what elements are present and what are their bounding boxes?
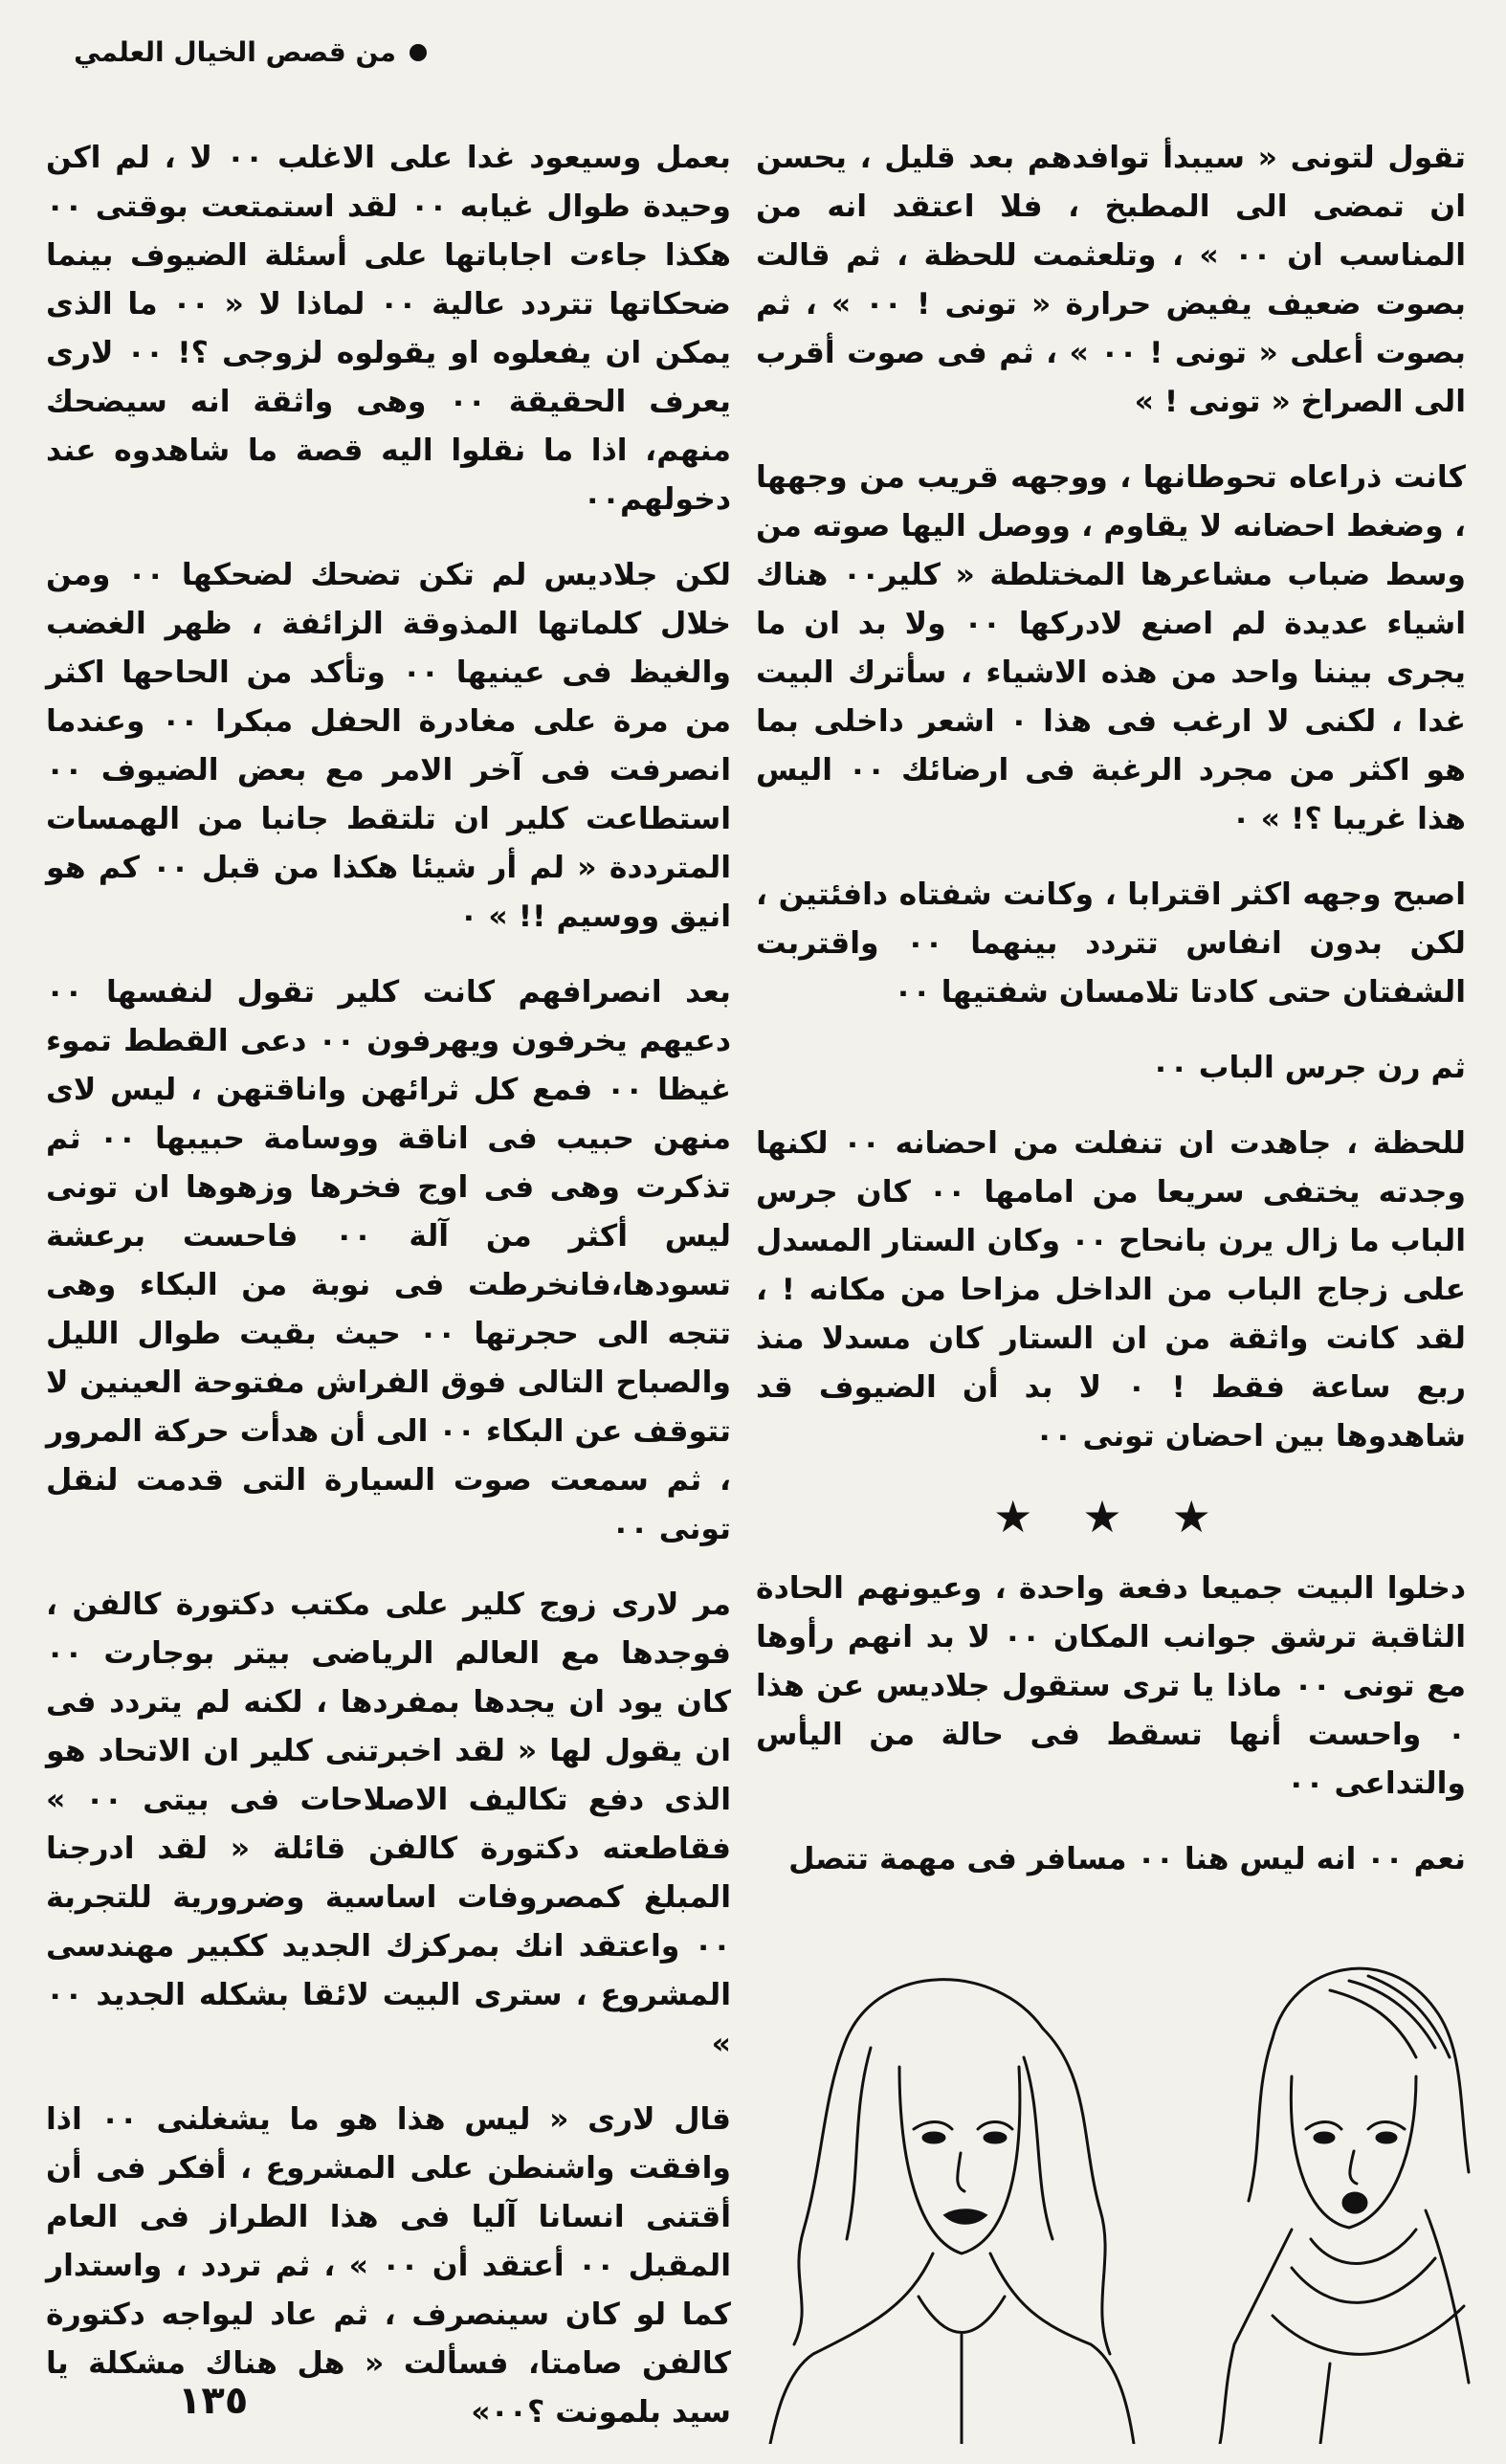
paragraph: كانت ذراعاه تحوطانها ، ووجهه قريب من وجهها ، وضغط احضانه لا يقاوم ، ووصل اليها صوته من وسط ضباب مشاعرها المختلطة « كلير٠٠ هناك اشياء عديدة لم اصنع لادركها ٠٠ ولا بد ان ما يجرى بيننا واحد من هذه الاشياء ، سأترك البيت غدا ، لكنى لا ارغب فى هذا ٠ اشعر داخلى بما هو اكثر من مجرد الرغبة فى ارضائك ٠٠ اليس هذا غريبا ؟! » ٠: [756, 460, 1467, 836]
section-title: من قصص الخيال العلمي: [74, 36, 396, 68]
paragraph: قال لارى « ليس هذا هو ما يشغلنى ٠٠ اذا وافقت واشنطن على المشروع ، أفكر فى أن أقتنى انسانا آليا فى هذا الطراز فى العام المقبل ٠٠ أعتقد أن ٠٠ » ، ثم تردد ، واستدار كما لو كان سينصرف ، ثم عاد ليواجه دكتورة كالفن صامتا، فسألت « هل هناك مشكلة يا سيد بلمونت ؟٠٠»: [46, 2102, 732, 2430]
woman-right-hair: [1273, 1968, 1469, 2172]
paragraph: دخلوا البيت جميعا دفعة واحدة ، وعيونهم الحادة الثاقبة ترشق جوانب المكان ٠٠ لا بد انهم رأوها مع تونى ٠٠ ماذا يا ترى ستقول جلاديس عن هذا ٠ واحست أنها تسقط فى حالة من اليأس والتداعى ٠٠: [756, 1571, 1466, 1801]
bullet-icon: [410, 44, 427, 61]
paragraph: اصبح وجهه اكثر اقترابا ، وكانت شفتاه دافئتين ، لكن بدون انفاس تتردد بينهما ٠٠ واقتربت الشفتان حتى كادتا تلامسان شفتيها ٠٠: [756, 877, 1466, 1010]
page-number: ١٣٥: [178, 2379, 249, 2423]
paragraph: لكن جلاديس لم تكن تضحك لضحكها ٠٠ ومن خلال كلماتها المذوقة الزائفة ، ظهر الغضب والغيظ فى عينيها ٠٠ وتأكد من الحاحها اكثر من مرة على مغادرة الحفل مبكرا ٠٠ وعندما انصرفت فى آخر الامر مع بعض الضيوف ٠٠ استطاعت كلير ان تلتقط جانبا من الهمسات المترددة « لم أر شيئا هكذا من قبل ٠٠ كم هو انيق ووسيم !! » ٠: [46, 558, 732, 934]
paragraph: ثم رن جرس الباب ٠٠: [1151, 1051, 1466, 1085]
woman-left-body: [770, 2253, 933, 2444]
left-column: [46, 134, 731, 2464]
woman-left-hair: [794, 1980, 1043, 2344]
paragraph: بعمل وسيعود غدا على الاغلب ٠٠ لا ، لم اكن وحيدة طوال غيابه ٠٠ لقد استمتعت بوقتى ٠٠ هكذا جاءت اجاباتها على أسئلة الضيوف بينما ضحكاتها تتردد عالية ٠٠ لماذا لا « ٠٠ ما الذى يمكن ان يفعلوه او يقولوه لزوجى ؟! ٠٠ لارى يعرف الحقيقة ٠٠ وهى واثقة انه سيضحك منهم، اذا ما نقلوا اليه قصة ما شاهدوه عند دخولهم٠٠: [46, 141, 732, 517]
two-women-illustration: [756, 1923, 1473, 2444]
section-separator-stars: ★ ★ ★: [993, 1491, 1229, 1543]
section-header: [25, 36, 427, 68]
paragraph: مر لارى زوج كلير على مكتب دكتورة كالفن ، فوجدها مع العالم الرياضى بيتر بوجارت ٠٠ كان يود ان يجدها بمفردها ، لكنه لم يتردد فى ان يقول لها « لقد اخبرتنى كلير ان الاتحاد هو الذى دفع تكاليف الاصلاحات فى بيتى ٠٠ » فقاطعته دكتورة كالفن قائلة « لقد ادرجنا المبلغ كمصروفات اساسية وضرورية للتجربة ٠٠ واعتقد انك بمركزك الجديد ككبير مهندسى المشروع ، سترى البيت لائقا بشكله الجديد ٠٠ »: [46, 1587, 731, 2061]
paragraph: تقول لتونى « سيبدأ توافدهم بعد قليل ، يحسن ان تمضى الى المطبخ ، فلا اعتقد انه من المناسب ان ٠٠ » ، وتلعثمت للحظة ، ثم قالت بصوت ضعيف يفيض حرارة « تونى ! ٠٠ » ، ثم بصوت أعلى « تونى ! ٠٠ » ، ثم فى صوت أقرب الى الصراخ « تونى ! »: [756, 141, 1467, 419]
paragraph: للحظة ، جاهدت ان تنفلت من احضانه ٠٠ لكنها وجدته يختفى سريعا من امامها ٠٠ كان جرس الباب ما زال يرن بانحاح ٠٠ وكان الستار المسدل على زجاج الباب من الداخل مزاحا من مكانه ! ، لقد كانت واثقة من ان الستار كان مسدلا منذ ربع ساعة فقط ! ٠ لا بد أن الضيوف قد شاهدوها بين احضان تونى ٠٠: [756, 1126, 1466, 1454]
paragraph: بعد انصرافهم كانت كلير تقول لنفسها ٠٠ دعيهم يخرفون ويهرفون ٠٠ دعى القطط تموء غيظا ٠٠ فمع كل ثرائهن واناقتهن ، ليس لاى منهن حبيب فى اناقة ووسامة حبيبها ٠٠ ثم تذكرت وهى فى اوج فخرها وزهوها ان تونى ليس أكثر من آلة ٠٠ فاحست برعشة تسودها،فانخرطت فى نوبة من البكاء وهى تتجه الى حجرتها ٠٠ حيث بقيت طوال الليل والصباح التالى فوق الفراش مفتوحة العينين لا تتوقف عن البكاء ٠٠ الى أن هدأت حركة المرور ، ثم سمعت صوت السيارة التى قدمت لنقل تونى ٠٠: [46, 975, 732, 1546]
right-column: [756, 134, 1466, 1911]
woman-right-body: [1220, 2230, 1292, 2444]
paragraph: نعم ٠٠ انه ليس هنا ٠٠ مسافر فى مهمة تتصل: [788, 1842, 1466, 1876]
